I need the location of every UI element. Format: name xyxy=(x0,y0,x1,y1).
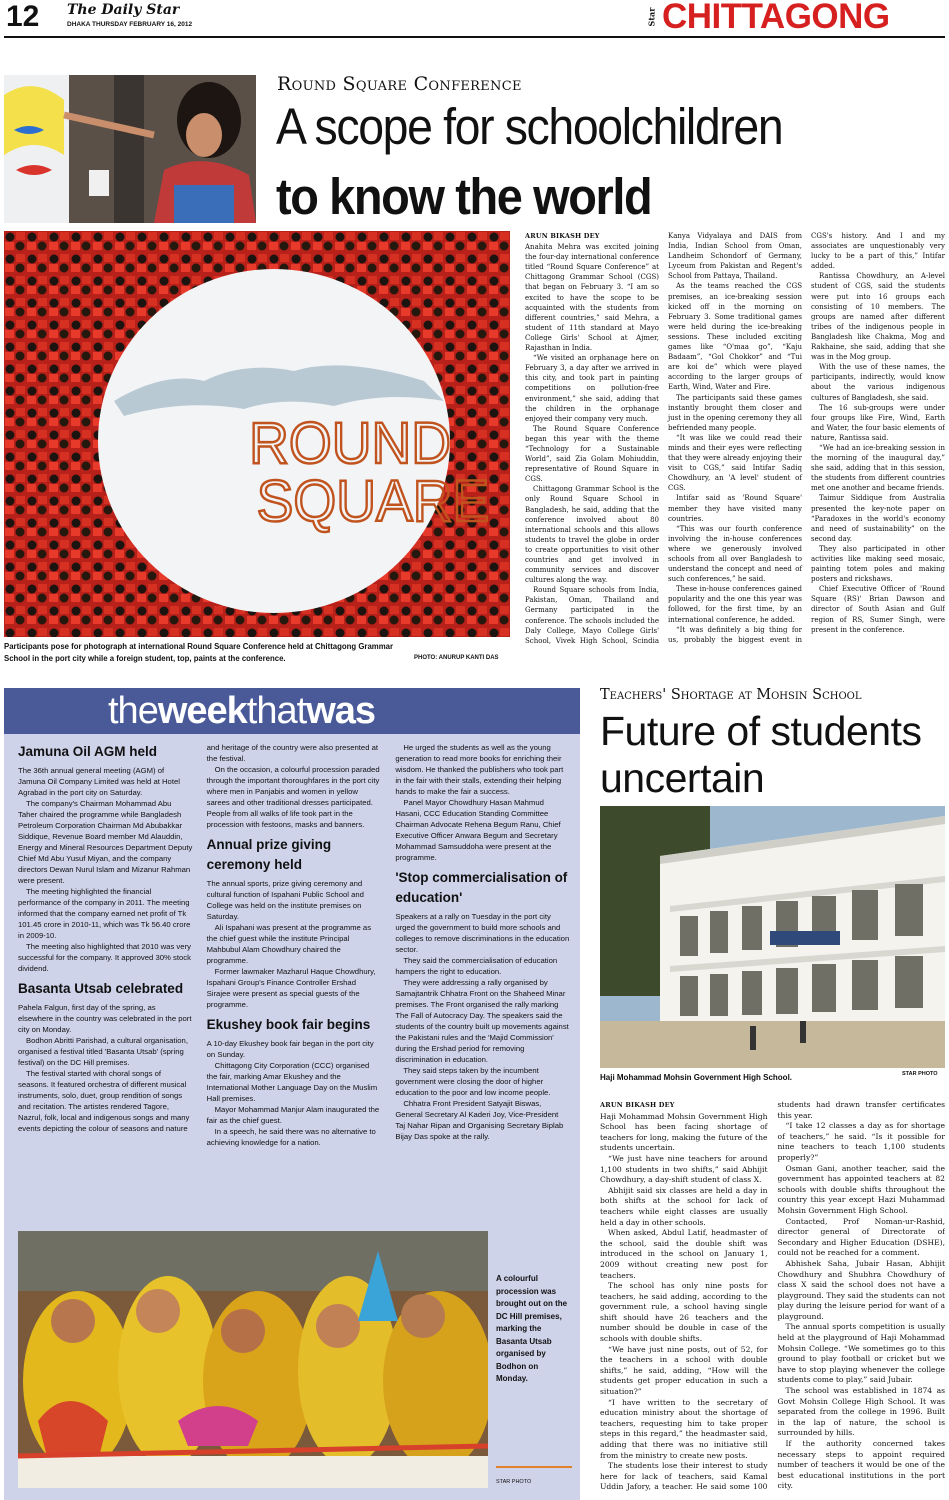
story-paragraph: The 36th annual general meeting (AGM) of Jamuna Oil Company Limited was held at Hotel Agrabad in the port city on Saturday. xyxy=(18,766,180,797)
banner-word-that: that xyxy=(246,690,307,732)
lead-paragraph: “We visited an orphanage here on February 3, a day after we arrived in this city, and took part in painting competitions on pollution-free environment,” she said, adding that the children in the orphanage enjoyed their company very much. xyxy=(525,354,659,423)
week-caption-rule xyxy=(496,1466,572,1468)
mohsin-paragraph: Osman Gani, another teacher, said the government has appointed teachers at 82 schools with double shifts throughout the country this year except Hazi Muhammad Mohsin Government High School. xyxy=(777,1163,945,1215)
mohsin-paragraph: If the authority concerned takes necessary steps to appoint required number of teachers it would be one of the best educational institutions in the port city. xyxy=(777,1439,945,1491)
story-paragraph: The festival started with choral songs of seasons. It featured orchestra of different musical instruments, solo, duet, group rendition of songs and recitation. The artistes rendered Tagore, Nazrul, folk, local and indigenous songs and many events depicting the colour of seasons and nature and heritage of the country were also presented at the festival. xyxy=(18,743,379,1133)
story-paragraph: They said steps taken by the incumbent government were closing the door of higher education to the poor and low income people. xyxy=(395,1066,551,1097)
story-paragraph: Ali Ispahani was present at the programme as the chief guest while the institute Principal Mahbubul Alam Chowdhury chaired the programme. xyxy=(206,923,372,965)
lead-paragraph: The Round Square Conference began this year with the theme “Technology for a Sustainable World”, said Zia Golam Mohiuddin, representative of Round Square in CGS. xyxy=(525,424,659,484)
week-banner-title xyxy=(108,691,375,731)
mohsin-byline: ARUN BIKASH DEY xyxy=(600,1101,675,1109)
mohsin-kicker: Teachers' Shortage at Mohsin School xyxy=(600,687,862,703)
mohsin-paragraph: When asked, Abdul Latif, headmaster of the school, said the double shift was introduced in the school on January 1, 2009 without creating new post for teachers. xyxy=(600,1228,768,1280)
story-paragraph: A 10-day Ekushey book fair began in the port city on Sunday. xyxy=(206,1039,374,1059)
lead-paragraph: Anahita Mehra was excited joining the four-day international conference titled “Round Square Conference” at Chittagong Grammar School (CGS) that began on February 3. “I am so excited to have the scope to be acquainted with the students from different countries,” said Mehra, a student of 11th standard at Mayo College Girls' School at Ajmer, Rajasthan in India. xyxy=(525,243,659,353)
basanta-utsab-photo xyxy=(18,1231,488,1488)
photo-word-square: SQUARE xyxy=(256,468,490,534)
story-paragraph: He urged the students as well as the young generation to read more books for enriching their wisdom. He thanked the publishers who took part in the fair with their stalls, extending their helping hands to make the fair a success. xyxy=(395,743,564,796)
week-panel xyxy=(4,688,580,1500)
story-paragraph: The annual sports, prize giving ceremony and cultural function of Ispahani Public School and College was held on the institute premises on Saturday. xyxy=(206,879,364,921)
story-paragraph: The meeting also highlighted that 2010 was very successful for the company. It approved 30% stock dividend. xyxy=(18,942,191,973)
lead-paragraph: As the teams reached the CGS premises, an ice-breaking session kicked off in the morning on February 3. Some traditional games were held during the ice-breaking sessions. These included exciting games like “O'maa go”, “Kaju Badaam”, “Gol Chokkor” and “Tui are koi de” which were played according to the larger groups of Earth, Wind, Water and Fire. xyxy=(668,282,802,392)
story-paragraph: They were addressing a rally organised by Samajtantrik Chhatra Front on the Shaheed Minar premises. The Front organised the rally marking The Fall of Autocracy Day. The speakers said the students of the country built up movements against the Pakistani rules and the 'Majid Commission' during the Ershad period for removing discrimination in education. xyxy=(395,978,569,1064)
mohsin-headline-line2: uncertain xyxy=(600,755,765,801)
lead-paragraph: Round Square schools from India, Pakistan, Oman, Thailand and Germany participated in the conference. The schools included the Daly College, Mayo College Girls' School, Vivek High School, Scindia Kanya Vidyalaya and DAIS from India, Indian School from Oman, Landheim Schondorf of Germany, Lyceum from Pakistan and Regent's School from Pattaya, Thailand. xyxy=(525,232,802,645)
mohsin-article-body xyxy=(600,1100,945,1498)
story-paragraph: Speakers at a rally on Tuesday in the port city urged the government to build more schools and colleges to remove discriminations in the education sector. xyxy=(395,912,570,954)
lead-paragraph: They also participated in other activities like making seed mosaic, painting totem poles and making posters and rickshaws. xyxy=(811,544,945,584)
lead-paragraph: These in-house conferences gained popularity and the one this year was followed, for the first time, by an international conference, he added. xyxy=(668,585,802,624)
lead-byline: ARUN BIKASH DEY xyxy=(525,232,600,240)
mohsin-paragraph: Haji Mohammad Mohsin Government High School has been facing shortage of teachers for long, making the future of the students uncertain. xyxy=(600,1111,768,1153)
mohsin-paragraph: “I have written to the secretary of education ministry about the shortage of teachers, requesting him to take proper steps in this regard,” the headmaster said, adding that there was no initiative still from the ministry to create new posts. xyxy=(600,1397,768,1460)
lead-photo-caption: Participants pose for photograph at international Round Square Conference held at Chittagong Grammar School in the port city while a foreign student, top, paints at the conference. xyxy=(4,642,394,663)
lead-paragraph: Rantissa Chowdhury, an A-level student of CGS, said the students were put into 16 groups each consisting of 10 members. The groups are named after different tribes of the indigenous people in Bangladesh like Chakma, Mog and Rakhaine, she said, adding that she was in the Mog group. xyxy=(811,272,945,362)
story-paragraph: They said the commercialisation of education hampers the right to education. xyxy=(395,956,558,976)
story-paragraph: Chhatra Front President Satyajit Biswas, General Secretary Al Kaderi Joy, Vice-President Taj Nahar Ripan and Organising Secretary Biplab Bijay Das spoke at the rally. xyxy=(395,1099,564,1141)
mohsin-paragraph: “We have just nine posts, out of 52, for the teachers in a school with double shifts,” he said, adding, “How will the students get proper education in such a situation?” xyxy=(600,1344,768,1397)
lead-paragraph: Chief Executive Officer of 'Round Square (RS)' Brian Dawson and director of South Asian and Gulf region of RS, Sumer Singh, were present in the conference. xyxy=(811,585,945,634)
mohsin-paragraph: The school was established in 1874 as Govt Mohsin College High School. It was separated from the college in 1996. Built in the lap of nature, the school is surrounded by hills. xyxy=(777,1386,945,1438)
banner-word-the: the xyxy=(108,690,158,732)
lead-paragraph: “This was our fourth conference involving the in-house conferences where we generously involved schools from all over Bangladesh to understand the concept and need of such conferences,” he said. xyxy=(668,524,802,584)
lead-paragraph: The participants said these games instantly brought them closer and just in the opening ceremony they all befriended many people. xyxy=(668,393,802,432)
story-paragraph: Panel Mayor Chowdhury Hasan Mahmud Hasani, CCC Education Standing Committee Chairman Advocate Rehena Begum Ranu, Chief Executive Officer Anwara Begum and Secretary Mohammad Samsuddoha were present at the programme. xyxy=(395,798,561,862)
story-headline: Basanta Utsab celebrated xyxy=(18,981,184,996)
story-paragraph: In a speech, he said there was no alternative to achieving knowledge for a nation. xyxy=(206,1127,376,1147)
story-paragraph: The meeting highlighted the financial performance of the company in 2011. The meeting informed that the company earned net profit of Tk 101.45 crore in 2010-11, which was Tk 56.40 crore in 2009-10. xyxy=(18,887,191,940)
story-headline: Ekushey book fair begins xyxy=(206,1017,371,1032)
lead-headline-line1: A scope for schoolchildren xyxy=(276,98,783,155)
lead-kicker: Round Square Conference xyxy=(277,73,522,95)
mohsin-paragraph: “I take 12 classes a day as for shortage of teachers,” he said. “Is it possible for nine teachers to teach 1,100 students properly?” xyxy=(777,1121,945,1162)
lead-paragraph: With the use of these names, the participants, indirectly, would know about the various indigenous cultures of Bangladesh, she said. xyxy=(811,363,945,402)
story-paragraph: Mayor Mohammad Manjur Alam inaugurated the fair as the chief guest. xyxy=(206,1105,380,1125)
mohsin-photo-caption: Haji Mohammad Mohsin Government High School. xyxy=(600,1073,793,1082)
lead-headline-line2: to know the world xyxy=(276,168,652,225)
lead-paragraph: “We had an ice-breaking session in the morning of the inaugural day,” she said, adding that in this session, the students from different countries met one another and became friends. xyxy=(811,443,945,493)
mohsin-paragraph: “We just have nine teachers for around 1,100 students in two shifts,” said Abhijit Chowdhury, a day-shift student of class X. xyxy=(600,1153,768,1185)
lead-paragraph: Taimur Siddique from Australia presented the key-note paper on “Paradoxes in the world's economy and need of sustainability” on the second day. xyxy=(811,494,945,543)
story-paragraph: Pahela Falgun, first day of the spring, as elsewhere in the country was celebrated in the port city on Monday. xyxy=(18,1003,192,1034)
story-paragraph: Former lawmaker Mazharul Haque Chowdhury, Ispahani Group's Finance Controller Ershad Sirajee were present as special guests of the programme. xyxy=(206,967,376,1009)
section-title: CHITTAGONG xyxy=(662,0,890,36)
lead-paragraph: “It was like we could read their minds and their eyes were reflecting that they were already enjoying their visit to CGS,” said Intifar Sadiq Chowdhury, an 'A level' student of CGS. xyxy=(668,433,802,493)
week-photo-credit: STAR PHOTO xyxy=(496,1479,532,1485)
round-square-photo xyxy=(4,231,510,637)
story-paragraph: The company's Chairman Mohammad Abu Taher chaired the programme while Bangladesh Petroleum Corporation Chairman Md Abubakkar Siddique, Revenue Board member Md Alauddin, Energy and Mineral Resources Department Deputy Chief Md Abu Yusuf Miyan, and the company directors Dewan Nurul Islam and Mizanur Rahman were present. xyxy=(18,799,193,885)
header-rule xyxy=(4,36,945,38)
masthead: The Daily Star xyxy=(67,2,180,18)
mohsin-paragraph: The students lose their interest to study here for lack of teachers, said Kamal Uddin Jafory, a teacher. He said some 100 students had drawn transfer certificates this year. xyxy=(600,1100,945,1492)
lead-paragraph: “It was definitely a big thing for us, probably the biggest event in CGS's history. And I and my associates are unquestionably very lucky to be a part of this,” Intifar added. xyxy=(668,232,945,644)
story-paragraph: Chittagong City Corporation (CCC) organised the fair, marking Amar Ekushey and the International Mother Language Day on the Muslim Hall premises. xyxy=(206,1061,378,1103)
lead-paragraph: The 16 sub-groups were under four groups like Fire, Wind, Earth and Water, the four basic elements of nature, Rantissa said. xyxy=(811,403,945,442)
mohsin-headline-line1: Future of students xyxy=(600,708,922,754)
lead-photo-credit: PHOTO: ANURUP KANTI DAS xyxy=(414,655,499,661)
lead-paragraph: Intifar said as 'Round Square' member they have visited many countries. xyxy=(668,494,802,523)
lead-paragraph: Chittagong Grammar School is the only Round Square School in Bangladesh, he said, adding that the conference involved about 80 international schools and this allows students to travel the globe in order to create opportunities to visit other countries and get involved in community services and discover cultures along the way. xyxy=(525,485,659,585)
painting-student-photo xyxy=(4,75,256,223)
mohsin-photo-credit: STAR PHOTO xyxy=(902,1071,938,1077)
story-headline: 'Stop commercialisation of education' xyxy=(395,870,568,905)
story-headline: Jamuna Oil AGM held xyxy=(18,744,158,759)
page-header xyxy=(0,0,949,40)
week-stories xyxy=(18,742,570,1222)
dateline: DHAKA THURSDAY FEBRUARY 16, 2012 xyxy=(67,21,193,28)
banner-word-was: was xyxy=(306,690,376,732)
mohsin-paragraph: Abhijit said six classes are held a day in both shifts at the school for lack of teachers while eight classes are usually held a day in other schools. xyxy=(600,1185,768,1227)
banner-word-week: week xyxy=(157,690,247,732)
page-number: 12 xyxy=(6,0,40,33)
mohsin-school-photo xyxy=(600,806,945,1068)
mohsin-paragraph: Abhishek Saha, Jubair Hasan, Abhijit Chowdhury and Shubhra Chowdhury of class X said the school does not have a playground. They said the students can not play during the leisure period for want of a playground. xyxy=(777,1258,945,1321)
section-logo: Star xyxy=(646,7,657,27)
week-photo-caption: A colourful procession was brought out on the DC Hill premises, marking the Basanta Utsab organised by Bodhon on Monday. xyxy=(496,1274,568,1383)
mohsin-paragraph: The annual sports competition is usually held at the playground of Haji Mohammad Mohsin College. “We sometimes go to this ground to play football or cricket but we have to stop playing whenever the college students come to play,” said Jubair. xyxy=(777,1322,945,1385)
story-paragraph: On the occasion, a colourful procession paraded through the important thoroughfares in the port city where men in Panjabis and women in yellow sarees and other traditional dresses participated. People from all walks of life took part in the procession with festoons, masks and banners. xyxy=(206,765,380,829)
week-banner xyxy=(4,688,580,734)
mohsin-paragraph: The school has only nine posts for teachers, he said adding, according to the government rule, a school having single shift should have 26 teachers and the number should be double in case of the schools with double shifts. xyxy=(600,1281,768,1344)
story-headline: Annual prize giving ceremony held xyxy=(206,837,332,872)
mohsin-paragraph: Contacted, Prof Noman-ur-Rashid, director general of Directorate of Secondary and Higher Education (DSHE), could not be reached for a comment. xyxy=(777,1216,945,1258)
story-paragraph: Bodhon Abritti Parishad, a cultural organisation, organised a festival titled 'Basanta Utsab' (spring festival) on the DC Hill premises. xyxy=(18,1036,188,1067)
photo-word-round: ROUND xyxy=(249,410,452,476)
lead-article-body xyxy=(525,231,945,667)
